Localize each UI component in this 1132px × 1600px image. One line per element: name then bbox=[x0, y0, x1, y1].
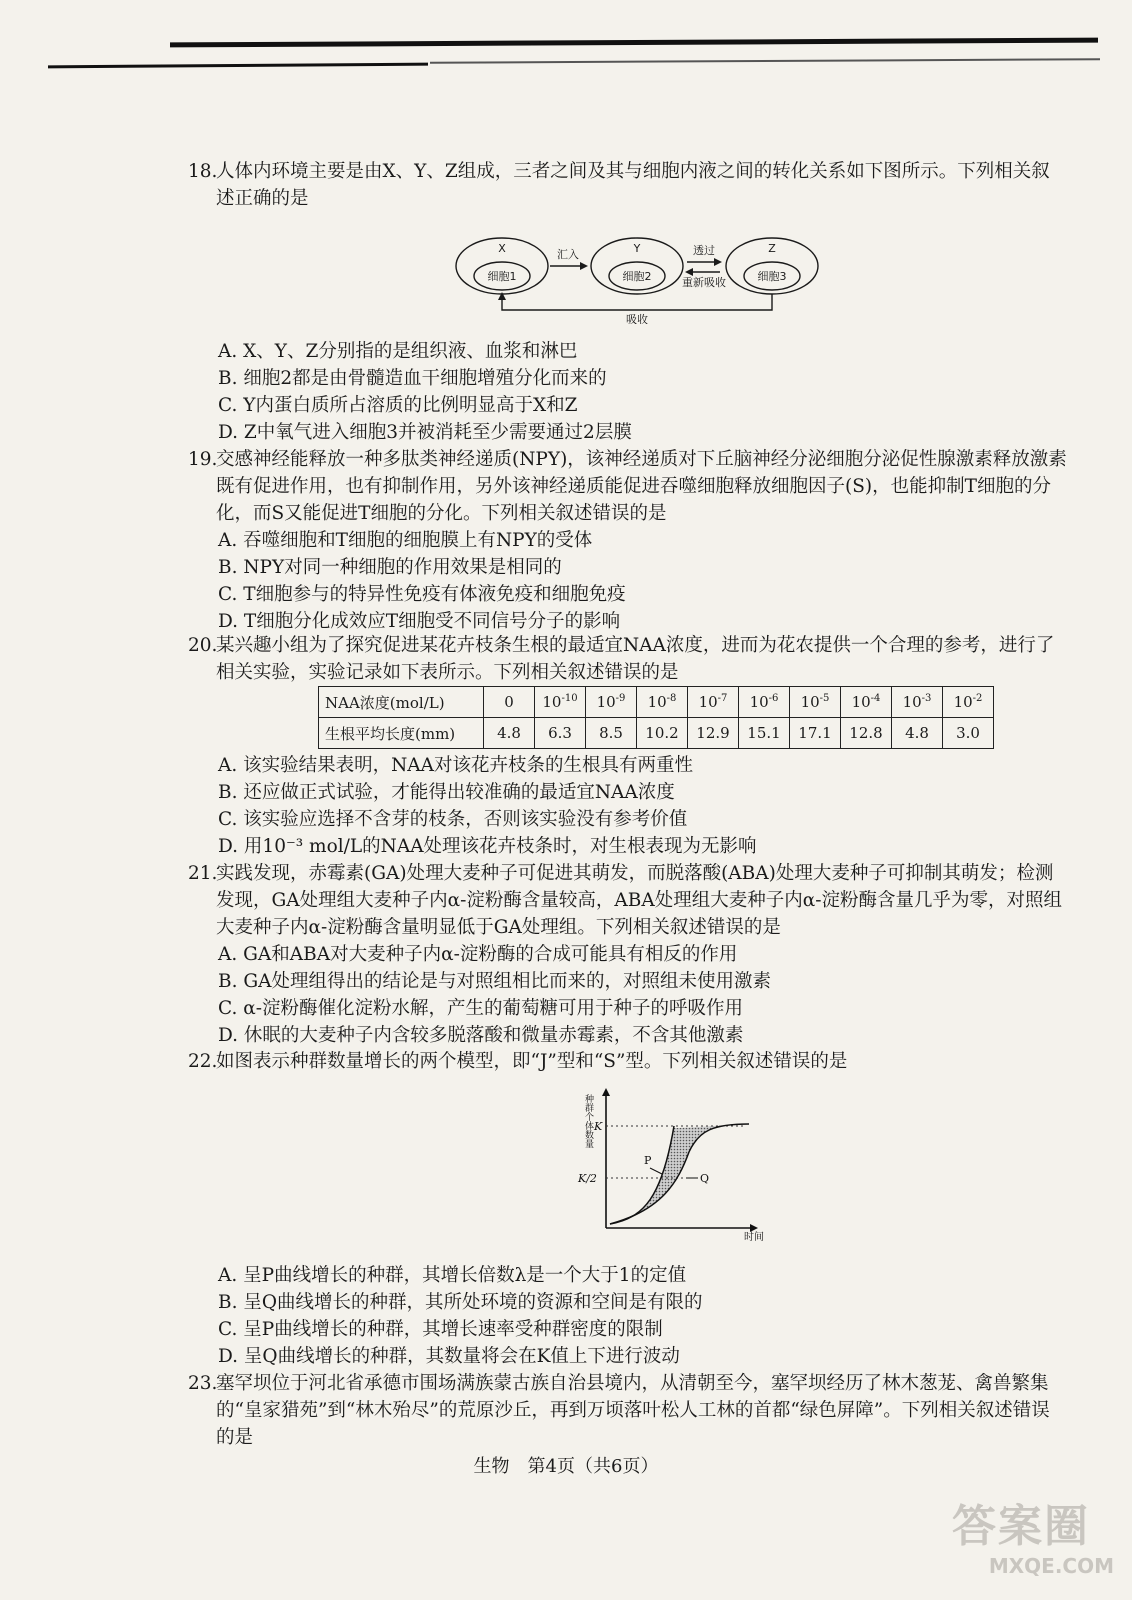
question-21-stem: 21.实践发现，赤霉素(GA)处理大麦种子可促进其萌发，而脱落酸(ABA)处理大麦种子可抑制其萌发；检测发现，GA处理组大麦种子内α-淀粉酶含量较高，ABA处理组大麦种子内α-淀粉酶含量几乎为零，对照组大麦种子内α-淀粉酶含量明显低于GA处理组。下列相关叙述错误的是 bbox=[188, 863, 1062, 938]
table-row-length bbox=[319, 718, 994, 749]
top-rule-3 bbox=[430, 58, 1100, 64]
option-22-b: B. 呈Q曲线增长的种群，其所处环境的资源和空间是有限的 bbox=[218, 1292, 703, 1313]
option-20-a: A. 该实验结果表明，NAA对该花卉枝条的生根具有两重性 bbox=[218, 755, 694, 776]
option-19-b: B. NPY对同一种细胞的作用效果是相同的 bbox=[218, 557, 562, 578]
diagram-arrow-yz-label: 透过 bbox=[693, 244, 715, 257]
question-22-options bbox=[188, 1262, 1068, 1370]
graph-p-label: P bbox=[644, 1154, 652, 1167]
diagram-y-label: Y bbox=[633, 242, 641, 255]
watermark-url: MXQE.COM bbox=[988, 1554, 1114, 1578]
question-22-stem: 22.如图表示种群数量增长的两个模型，即“J”型和“S”型。下列相关叙述错误的是 bbox=[188, 1051, 848, 1072]
option-21-d: D. 休眠的大麦种子内含较多脱落酸和微量赤霉素，不含其他激素 bbox=[218, 1025, 744, 1046]
table-cell: 0 bbox=[484, 687, 535, 718]
question-21 bbox=[188, 860, 1068, 1049]
option-22-d: D. 呈Q曲线增长的种群，其数量将会在K值上下进行波动 bbox=[218, 1346, 680, 1367]
option-19-d: D. T细胞分化成效应T细胞受不同信号分子的影响 bbox=[218, 611, 621, 632]
table-cell: 4.8 bbox=[892, 718, 943, 749]
table-cell: $10^{-2}$ bbox=[943, 687, 994, 718]
watermark-text: 答案圈 bbox=[952, 1501, 1090, 1552]
graph-q-label: Q bbox=[700, 1172, 710, 1185]
question-20-stem: 20.某兴趣小组为了探究促进某花卉枝条生根的最适宜NAA浓度，进而为花农提供一个合理的参考，进行了相关实验，实验记录如下表所示。下列相关叙述错误的是 bbox=[188, 635, 1055, 683]
table-cell: $10^{-5}$ bbox=[790, 687, 841, 718]
table-cell: $10^{-8}$ bbox=[637, 687, 688, 718]
question-19-stem: 19.交感神经能释放一种多肽类神经递质(NPY)，该神经递质对下丘脑神经分泌细胞分泌促性腺激素释放激素既有促进作用，也有抑制作用，另外该神经递质能促进吞噬细胞释放细胞因子(S)，也能抑制T细胞的分化，而S又能促进T细胞的分化。下列相关叙述错误的是 bbox=[188, 449, 1067, 524]
conversion-diagram bbox=[450, 232, 820, 324]
option-22-a: A. 呈P曲线增长的种群，其增长倍数λ是一个大于1的定值 bbox=[218, 1265, 687, 1286]
graph-k-half-label: K/2 bbox=[578, 1172, 597, 1185]
table-cell: 3.0 bbox=[943, 718, 994, 749]
option-20-d: D. 用10⁻³ mol/L的NAA处理该花卉枝条时，对生根表现为无影响 bbox=[218, 836, 757, 857]
question-18-stem: 18.人体内环境主要是由X、Y、Z组成，三者之间及其与细胞内液之间的转化关系如下图所示。下列相关叙述正确的是 bbox=[188, 161, 1050, 209]
option-19-a: A. 吞噬细胞和T细胞的细胞膜上有NPY的受体 bbox=[218, 530, 593, 551]
table-cell: 12.8 bbox=[841, 718, 892, 749]
top-rule-1 bbox=[170, 38, 1098, 48]
diagram-z-label: Z bbox=[768, 242, 776, 255]
option-19-c: C. T细胞参与的特异性免疫有体液免疫和细胞免疫 bbox=[218, 584, 626, 605]
table-cell: $10^{-7}$ bbox=[688, 687, 739, 718]
watermark-logo bbox=[952, 1500, 1122, 1596]
diagram-arrow-xy-label: 汇入 bbox=[557, 248, 579, 261]
question-18 bbox=[188, 158, 1068, 212]
diagram-cell1-label: 细胞1 bbox=[487, 270, 517, 283]
table-cell: 15.1 bbox=[739, 718, 790, 749]
diagram-cell2-label: 细胞2 bbox=[622, 270, 652, 283]
table-cell: 4.8 bbox=[484, 718, 535, 749]
top-rule-2 bbox=[48, 63, 428, 69]
question-23 bbox=[188, 1370, 1068, 1451]
question-20-options bbox=[188, 752, 1068, 860]
table-cell: 10.2 bbox=[637, 718, 688, 749]
question-22 bbox=[188, 1048, 1068, 1075]
option-18-b: B. 细胞2都是由骨髓造血干细胞增殖分化而来的 bbox=[218, 368, 607, 389]
table-cell: 17.1 bbox=[790, 718, 841, 749]
table-header-concentration: NAA浓度(mol/L) bbox=[319, 687, 484, 718]
diagram-cell3-label: 细胞3 bbox=[757, 270, 787, 283]
question-20 bbox=[188, 632, 1068, 686]
option-18-d: D. Z中氧气进入细胞3并被消耗至少需要通过2层膜 bbox=[218, 422, 632, 443]
page-footer: 生物 第4页（共6页） bbox=[473, 1456, 659, 1477]
option-20-b: B. 还应做正式试验，才能得出较准确的最适宜NAA浓度 bbox=[218, 782, 675, 803]
diagram-arrow-zy-label: 重新吸收 bbox=[682, 276, 726, 289]
diagram-x-label: X bbox=[498, 242, 506, 255]
table-cell: 6.3 bbox=[535, 718, 586, 749]
table-header-length: 生根平均长度(mm) bbox=[319, 718, 484, 749]
option-21-c: C. α-淀粉酶催化淀粉水解，产生的葡萄糖可用于种子的呼吸作用 bbox=[218, 998, 744, 1019]
table-cell: $10^{-6}$ bbox=[739, 687, 790, 718]
table-cell: $10^{-4}$ bbox=[841, 687, 892, 718]
graph-x-label: 时间 bbox=[744, 1232, 764, 1242]
option-21-b: B. GA处理组得出的结论是与对照组相比而来的，对照组未使用激素 bbox=[218, 971, 771, 992]
table-cell: 12.9 bbox=[688, 718, 739, 749]
question-19 bbox=[188, 446, 1068, 635]
option-21-a: A. GA和ABA对大麦种子内α-淀粉酶的合成可能具有相反的作用 bbox=[218, 944, 738, 965]
graph-y-label: 种群个体数量 bbox=[583, 1094, 593, 1148]
table-cell: 8.5 bbox=[586, 718, 637, 749]
option-18-a: A. X、Y、Z分别指的是组织液、血浆和淋巴 bbox=[218, 341, 578, 362]
diagram-arrow-zx-label: 吸收 bbox=[626, 313, 648, 324]
option-20-c: C. 该实验应选择不含芽的枝条，否则该实验没有参考价值 bbox=[218, 809, 688, 830]
graph-k-label: K bbox=[594, 1120, 603, 1133]
table-cell: $10^{-10}$ bbox=[535, 687, 586, 718]
option-22-c: C. 呈P曲线增长的种群，其增长速率受种群密度的限制 bbox=[218, 1319, 663, 1340]
naa-data-table bbox=[318, 686, 994, 749]
table-row-concentration bbox=[319, 687, 994, 718]
question-18-options bbox=[188, 338, 1068, 446]
population-growth-graph bbox=[574, 1082, 774, 1242]
question-23-stem: 23.塞罕坝位于河北省承德市围场满族蒙古族自治县境内，从清朝至今，塞罕坝经历了林木葱茏、禽兽繁集的“皇家猎苑”到“林木殆尽”的荒原沙丘，再到万顷落叶松人工林的首都“绿色屏障”。下列相关叙述错误的是 bbox=[188, 1373, 1050, 1448]
table-cell: $10^{-3}$ bbox=[892, 687, 943, 718]
option-18-c: C. Y内蛋白质所占溶质的比例明显高于X和Z bbox=[218, 395, 578, 416]
table-cell: $10^{-9}$ bbox=[586, 687, 637, 718]
